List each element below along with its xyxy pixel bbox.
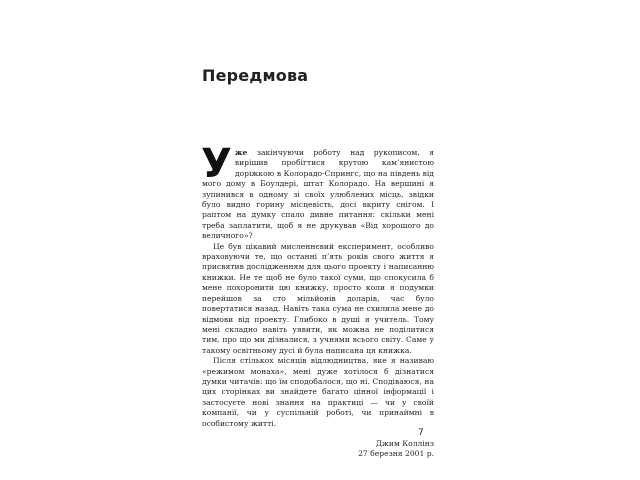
paragraph-3: Після стількох місяців відлюдництва, яке я називаю «режимом монаха», мені дуже хотілося б дізнатися думки читачів: що їм сподобалося, що ні. Сподіваюся, на цих сторінках ви знайдете багато цінної інформації і застосуєте нові знання на практиці — чи у своїй компанії, чи у суспільній роботі, чи принаймні в особистому житті. [202, 356, 434, 428]
paragraph-1-text: закінчуючи роботу над рукописом, я вирішив пробігтися крутою кам’янистою доріжкою в Колорадо-Спрингс, що на південь від мого дому в Боулдері, штат Колорадо. На вершині я зупинився в одному зі своїх улюблених місць, звідки було видно горину місцевість, досі вкриту снігом. І раптом на думку спало дивне питання: скільки мені треба заплатити, щоб я не друкував «Від хорошого до величного»? [202, 148, 434, 241]
author-signature: Джим Коллінз [375, 438, 434, 448]
page-number: 7 [418, 428, 424, 438]
preface-body [201, 141, 434, 460]
signature-date: 27 березня 2001 р. [358, 449, 434, 459]
paragraph-1 [201, 141, 434, 242]
page-title: Передмова [202, 66, 309, 85]
lead-word: же [234, 148, 248, 157]
paragraph-2: Це був цікавий мисленнєвий експеримент, особливо враховуючи те, що останні п’ять років свого життя я присвятив дослідженням для цього проекту і написанню книжки. Не те щоб не було такої суми, що спокусила б мене похоронити цю книжку, просто коли я подумки перейшов за сто мільйонів доларів, час було повертатися назад. Навіть така сума не схилила мене до відмови від проекту. Глибоко в душі я учитель. Тому мені складно навіть уявити, як можна не поділитися тим, про що ми дізналися, з учнями всього світу. Саме у такому освітньому дусі й була написана ця книжка. [202, 241, 434, 355]
drop-cap: У [201, 141, 232, 187]
